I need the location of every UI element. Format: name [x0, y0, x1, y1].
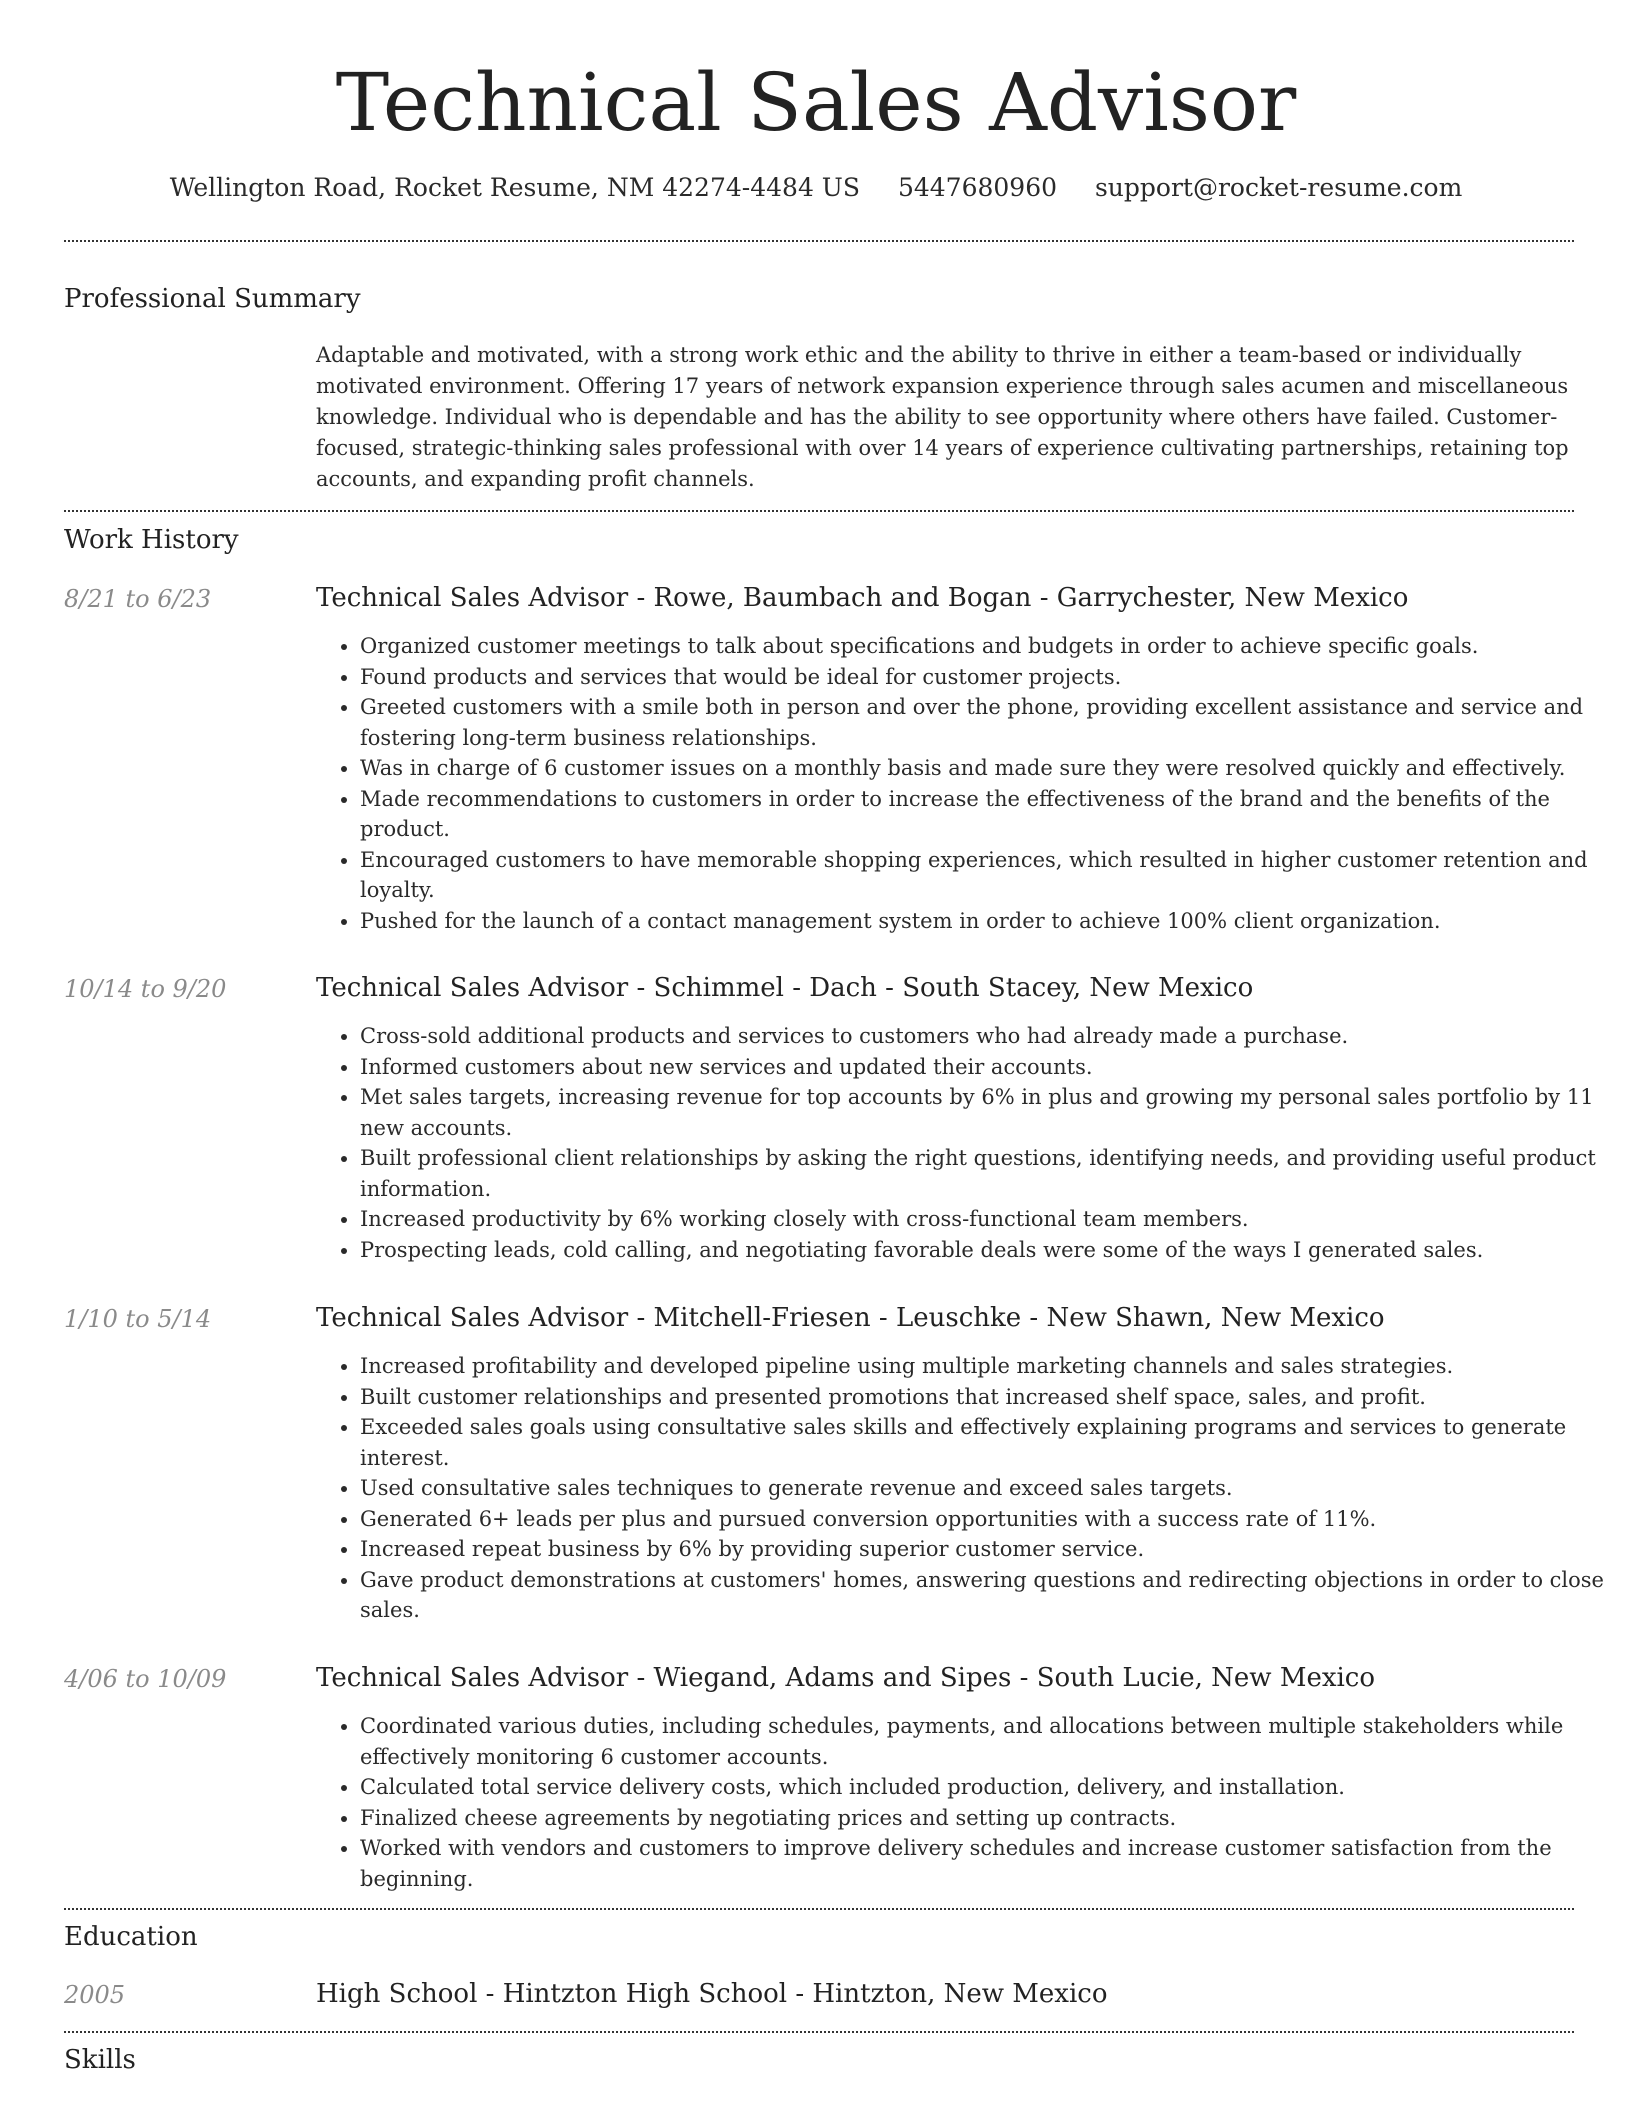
job-bullets [316, 1021, 1618, 1265]
skills-heading: Skills [64, 2045, 136, 2075]
job-heading: Technical Sales Advisor - Mitchell-Friesen - Leuschke - New Shawn, New Mexico [316, 1303, 1385, 1333]
job-dates: 10/14 to 9/20 [64, 975, 227, 1003]
job-bullet: • Built customer relationships and presented promotions that increased shelf space, sales, and profit. [360, 1382, 1618, 1413]
job-bullet: • Cross-sold additional products and services to customers who had already made a purchase. [360, 1021, 1618, 1052]
summary-text: Adaptable and motivated, with a strong work ethic and the ability to thrive in either a team-based or individually motivated environment. Offering 17 years of network expansion experience through sales acumen and miscellaneous knowledge. Individual who is dependable and has the ability to see opportunity where others have failed. Customer-focused, strategic-thinking sales professional with over 14 years of experience cultivating partnerships, retaining top accounts, and expanding profit channels. [316, 343, 1569, 491]
job-bullet: • Organized customer meetings to talk about specifications and budgets in order to achieve specific goals. [360, 631, 1618, 662]
job-dates: 1/10 to 5/14 [64, 1305, 212, 1333]
job-bullet: • Finalized cheese agreements by negotiating prices and setting up contracts. [360, 1803, 1618, 1834]
job-bullets [316, 631, 1618, 936]
job-bullet: • Made recommendations to customers in order to increase the effectiveness of the brand and the benefits of the product. [360, 784, 1618, 845]
job-bullet: • Exceeded sales goals using consultative sales skills and effectively explaining programs and services to generate interest. [360, 1412, 1618, 1473]
job-bullet: • Calculated total service delivery costs, which included production, delivery, and installation. [360, 1772, 1618, 1803]
job-bullet: • Increased repeat business by 6% by providing superior customer service. [360, 1534, 1618, 1565]
job-bullet: • Used consultative sales techniques to generate revenue and exceed sales targets. [360, 1473, 1618, 1504]
job-dates: 4/06 to 10/09 [64, 1665, 227, 1693]
work-history-heading: Work History [64, 525, 239, 555]
job-heading: Technical Sales Advisor - Rowe, Baumbach and Bogan - Garrychester, New Mexico [316, 583, 1409, 613]
contact-phone: 5447680960 [897, 173, 1058, 202]
job-heading: Technical Sales Advisor - Schimmel - Dach - South Stacey, New Mexico [316, 973, 1254, 1003]
job-bullet: • Pushed for the launch of a contact management system in order to achieve 100% client organization. [360, 906, 1618, 937]
job-bullet: • Coordinated various duties, including schedules, payments, and allocations between multiple stakeholders while effectively monitoring 6 customer accounts. [360, 1711, 1618, 1772]
job-dates: 8/21 to 6/23 [64, 585, 212, 613]
job-bullet: • Increased profitability and developed pipeline using multiple marketing channels and sales strategies. [360, 1351, 1618, 1382]
education-entry: High School - Hintzton High School - Hintzton, New Mexico [316, 1979, 1108, 2009]
job-bullet: • Encouraged customers to have memorable shopping experiences, which resulted in higher customer retention and loyalty. [360, 845, 1618, 906]
job-bullet: • Greeted customers with a smile both in person and over the phone, providing excellent assistance and service and fostering long-term business relationships. [360, 692, 1618, 753]
job-bullet: • Prospecting leads, cold calling, and negotiating favorable deals were some of the ways I generated sales. [360, 1235, 1618, 1266]
job-bullet: • Generated 6+ leads per plus and pursued conversion opportunities with a success rate of 11%. [360, 1504, 1618, 1535]
job-bullet: • Informed customers about new services and updated their accounts. [360, 1052, 1618, 1083]
education-heading: Education [64, 1922, 198, 1952]
job-bullet: • Increased productivity by 6% working closely with cross-functional team members. [360, 1204, 1618, 1235]
job-bullet: • Found products and services that would be ideal for customer projects. [360, 662, 1618, 693]
job-bullet: • Built professional client relationships by asking the right questions, identifying needs, and providing useful product information. [360, 1143, 1618, 1204]
section-divider [64, 240, 1574, 242]
job-bullet: • Was in charge of 6 customer issues on a monthly basis and made sure they were resolved quickly and effectively. [360, 753, 1618, 784]
job-bullet: • Gave product demonstrations at customers' homes, answering questions and redirecting objections in order to close sales. [360, 1565, 1618, 1626]
resume-name: Technical Sales Advisor [335, 56, 1297, 149]
job-heading: Technical Sales Advisor - Wiegand, Adams and Sipes - South Lucie, New Mexico [316, 1663, 1376, 1693]
job-bullets [316, 1711, 1618, 1894]
job-bullet: • Worked with vendors and customers to improve delivery schedules and increase customer satisfaction from the beginning. [360, 1833, 1618, 1894]
contact-address: Wellington Road, Rocket Resume, NM 42274-4484 US [169, 173, 860, 202]
job-bullets [316, 1351, 1618, 1626]
section-divider [64, 1908, 1574, 1910]
education-year: 2005 [64, 1981, 126, 2009]
contact-email: support@rocket-resume.com [1094, 173, 1463, 202]
section-divider [64, 2031, 1574, 2033]
job-bullet: • Met sales targets, increasing revenue for top accounts by 6% in plus and growing my personal sales portfolio by 11 new accounts. [360, 1082, 1618, 1143]
summary-heading: Professional Summary [64, 284, 361, 314]
section-divider [64, 510, 1574, 512]
contact-line [0, 170, 1632, 206]
